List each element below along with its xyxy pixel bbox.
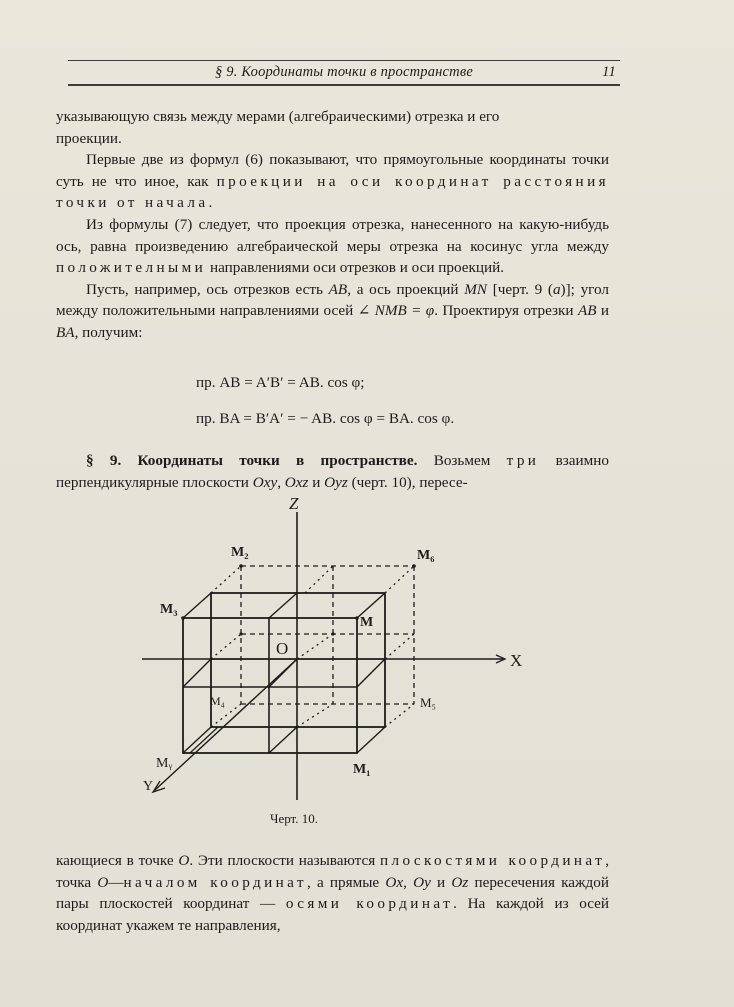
text-run: . [208,194,213,212]
formula-projection-ab: пр. AB = A′B′ = AB. cos φ; [196,374,365,391]
text-run: взаимно перпендикулярные плоскости [56,452,609,491]
math-O: O [97,873,109,891]
point-label-m4: M₄ [210,694,225,708]
text-run: )]; угол между положительными направлениями осей [56,280,609,320]
text-run: . На каждой из осей координат укажем те направления, [56,895,609,934]
text-line: проекции. [56,129,122,147]
paragraph-planes [56,850,609,936]
y-axis-label: Y [143,779,154,794]
text-run: Возьмем [417,452,507,469]
text-run: . Эти плоскости называются [189,852,380,869]
math-a: a [552,280,561,298]
emphasis-spaced: началом координат [123,873,307,891]
text-run: Пусть, например, ось отрезков есть [86,280,329,298]
point-label-m1: M₁ [353,762,371,777]
emphasis-spaced: проекции на оси координат расстояния точки от начала [56,172,609,212]
page-number: 11 [602,64,616,80]
math-O: O [178,852,190,869]
text-run: и [596,302,609,320]
text-run: [черт. 9 ( [487,280,553,298]
math-Oxy: Oxy [252,473,278,491]
emphasis-spaced: плоскостями координат [379,852,606,869]
origin-label: O [276,639,289,658]
text-run: направлениями оси отрезков и оси проекций. [206,259,505,277]
text-run: , точка [56,852,609,891]
text-run: Первые две из формул (6) показывают, что прямоугольные координаты точки суть не что иное, как [56,151,609,190]
text-run: , [277,473,285,491]
back-face [211,593,385,727]
figure-caption: Черт. 10. [270,811,319,826]
y-axis [155,659,297,790]
dashed-projection-lines [241,566,414,704]
text-run: кающиеся в точке [56,852,179,869]
math-MN: MN [464,280,488,298]
section-heading: § 9. Координаты точки в пространстве. [86,452,418,469]
math-BA: BA [56,323,75,341]
text-run: (черт. 10), пересе- [347,473,468,491]
running-title: § 9. Координаты точки в пространстве [215,64,473,80]
text-run: и [430,873,452,891]
lower-text [56,850,609,936]
math-angle: ∠ NMB = φ [357,302,435,320]
text-line: указывающую связь между мерами (алгебраическими) отрезка и его [56,108,500,125]
math-Oxz: Oxz [284,473,309,491]
text-run: — [108,873,124,891]
formula-projection-ba: пр. BA = B′A′ = − AB. cos φ = BA. cos φ. [196,410,455,427]
point-label-m3: M₃ [160,602,178,617]
emphasis-spaced: три [506,452,540,469]
emphasis-spaced: осями координат [285,895,454,913]
math-Oyz: Oyz [324,473,348,491]
text-run: и [308,473,325,491]
emphasis-spaced: положителными [56,259,207,277]
text-run: , а ось проекций [347,280,465,298]
x-axis-label: X [510,651,523,670]
text-run: . Проектируя отрезки [434,302,578,320]
point-label-m: M [360,615,374,630]
text-run: Из формулы (7) следует, что проекция отрезка, нанесенного на какую-нибудь ось, равна произведению алгебраической меры отрезка на косинус угла между [56,215,609,255]
point-label-m5: M₅ [420,695,437,710]
text-run: , [403,873,414,891]
math-Oz: Oz [451,873,469,891]
z-axis-label: Z [289,494,299,513]
math-Ox: Ox [385,873,404,891]
math-Oy: Oy [413,873,431,891]
math-AB: AB [328,280,348,298]
text-run: , а прямые [306,873,386,891]
math-AB: AB [577,302,597,320]
point-label-m2: M₂ [231,545,249,560]
text-run: пересечения каждой пары плоскостей координат — [56,873,609,913]
text-run: , получим: [74,323,143,341]
point-label-my: Mᵧ [156,756,173,771]
point-label-m6: M₆ [417,548,435,563]
